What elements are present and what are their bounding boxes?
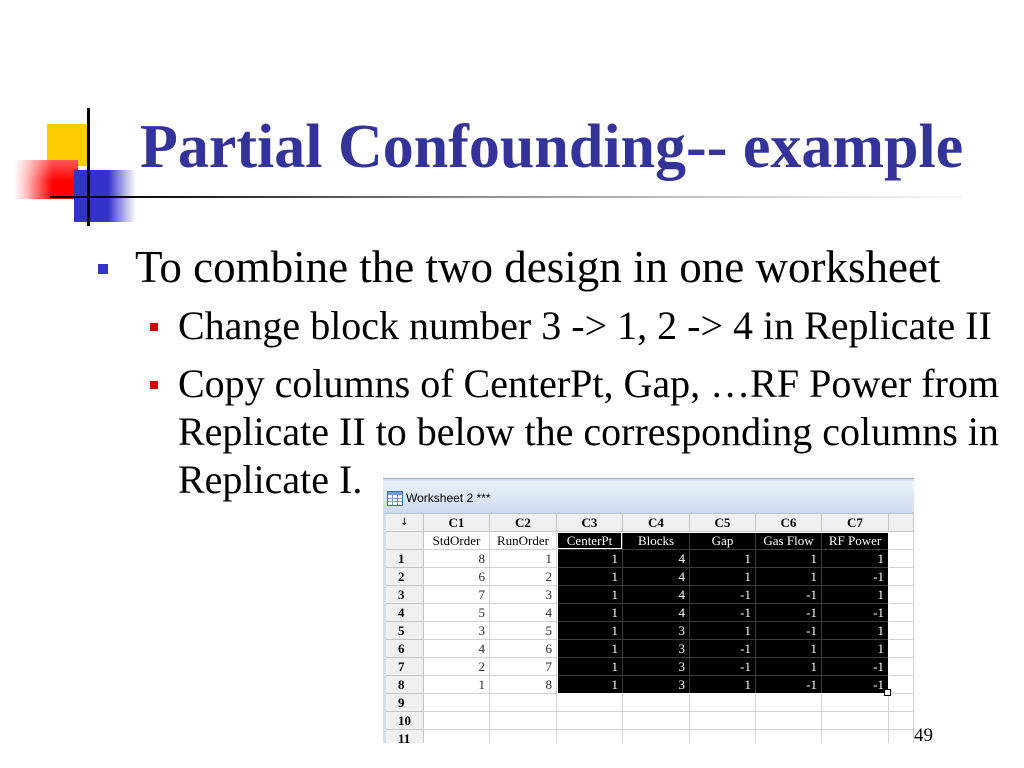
empty-cell — [889, 730, 914, 743]
data-cell: 1 — [424, 676, 490, 694]
empty-cell — [690, 730, 756, 743]
empty-cell — [756, 730, 822, 743]
data-cell: 1 — [756, 568, 822, 586]
data-cell: 1 — [690, 550, 756, 568]
column-header-c7: C7 — [822, 514, 889, 532]
row-header: 6 — [386, 640, 424, 658]
column-name-cell: RF Power — [822, 532, 889, 550]
empty-cell — [889, 676, 914, 694]
data-cell: -1 — [822, 568, 889, 586]
data-cell: 3 — [424, 622, 490, 640]
empty-cell — [889, 604, 914, 622]
data-cell: 2 — [490, 568, 557, 586]
worksheet-title-bar — [383, 481, 914, 514]
column-name-cell: Blocks — [623, 532, 690, 550]
row-header: 10 — [386, 712, 424, 730]
empty-cell — [424, 730, 490, 743]
empty-cell — [490, 712, 557, 730]
data-cell: -1 — [690, 604, 756, 622]
data-cell: 1 — [822, 640, 889, 658]
data-cell: 1 — [490, 550, 557, 568]
data-cell: -1 — [690, 640, 756, 658]
data-cell: -1 — [756, 586, 822, 604]
data-cell: 1 — [557, 622, 623, 640]
sub-bullet-square-icon — [150, 323, 158, 331]
sub-bullet-square-icon — [150, 381, 158, 389]
sub-bullet-text: Change block number 3 -> 1, 2 -> 4 in Replicate II — [178, 303, 992, 348]
names-row-header — [386, 532, 424, 550]
data-cell: -1 — [756, 604, 822, 622]
column-header-c3: C3 — [557, 514, 623, 532]
empty-cell — [889, 586, 914, 604]
data-cell: 3 — [623, 640, 690, 658]
row-header: 4 — [386, 604, 424, 622]
page-number: 49 — [914, 725, 933, 746]
column-name-cell: RunOrder — [490, 532, 557, 550]
data-cell: 1 — [557, 640, 623, 658]
vertical-rule-decoration — [87, 108, 90, 226]
empty-cell — [424, 712, 490, 730]
data-cell: -1 — [690, 658, 756, 676]
column-name-cell: Gas Flow — [756, 532, 822, 550]
column-header-c4: C4 — [623, 514, 690, 532]
row-header: 3 — [386, 586, 424, 604]
worksheet-grid-icon — [387, 491, 403, 506]
data-cell: 1 — [822, 550, 889, 568]
row-header: 11 — [386, 730, 424, 743]
data-cell: 3 — [623, 622, 690, 640]
empty-cell — [889, 568, 914, 586]
data-cell: 1 — [690, 676, 756, 694]
column-header-c1: C1 — [424, 514, 490, 532]
entry-direction-down-arrow-icon: ↓ — [386, 514, 424, 532]
row-header: 1 — [386, 550, 424, 568]
data-cell: 1 — [756, 640, 822, 658]
data-cell: 7 — [424, 586, 490, 604]
data-cell: 3 — [623, 676, 690, 694]
data-cell: 3 — [490, 586, 557, 604]
empty-cell — [690, 694, 756, 712]
data-cell: -1 — [822, 604, 889, 622]
column-name-cell: StdOrder — [424, 532, 490, 550]
empty-cell — [424, 694, 490, 712]
data-cell: -1 — [822, 658, 889, 676]
data-cell: 4 — [623, 550, 690, 568]
empty-cell — [756, 712, 822, 730]
empty-cell — [889, 640, 914, 658]
empty-cell — [756, 694, 822, 712]
data-cell: 7 — [490, 658, 557, 676]
row-header: 5 — [386, 622, 424, 640]
column-header-empty — [889, 514, 914, 532]
data-cell: 5 — [424, 604, 490, 622]
data-cell: 4 — [623, 586, 690, 604]
column-header-c6: C6 — [756, 514, 822, 532]
data-cell: 1 — [756, 658, 822, 676]
title-underline — [50, 196, 962, 198]
data-cell: 4 — [424, 640, 490, 658]
red-block-decoration — [14, 160, 78, 199]
data-cell: 1 — [557, 550, 623, 568]
empty-cell — [557, 730, 623, 743]
empty-cell — [557, 712, 623, 730]
data-cell: 8 — [490, 676, 557, 694]
data-cell: 4 — [490, 604, 557, 622]
data-cell: -1 — [822, 676, 889, 694]
empty-cell — [889, 550, 914, 568]
worksheet-grid — [386, 514, 914, 743]
data-cell: 1 — [690, 568, 756, 586]
data-cell: 6 — [424, 568, 490, 586]
slide-title: Partial Confounding-- example — [140, 113, 964, 181]
worksheet-title: Worksheet 2 *** — [406, 491, 491, 505]
data-cell: 4 — [623, 604, 690, 622]
data-cell: 1 — [690, 622, 756, 640]
worksheet-window — [383, 478, 914, 743]
data-cell: 6 — [490, 640, 557, 658]
row-header: 9 — [386, 694, 424, 712]
data-cell: 2 — [424, 658, 490, 676]
row-header: 7 — [386, 658, 424, 676]
empty-cell — [889, 658, 914, 676]
row-header: 2 — [386, 568, 424, 586]
data-cell: 5 — [490, 622, 557, 640]
column-name-cell: Gap — [690, 532, 756, 550]
empty-cell — [490, 694, 557, 712]
data-cell: 8 — [424, 550, 490, 568]
empty-cell — [889, 694, 914, 712]
column-name-cell: CenterPt — [557, 532, 623, 550]
sub-bullet-text: Copy columns of CenterPt, Gap, …RF Power from Replicate II to below the corresponding columns in Replicate I. — [178, 361, 1000, 502]
empty-cell — [690, 712, 756, 730]
empty-cell — [623, 712, 690, 730]
data-cell: 1 — [557, 676, 623, 694]
data-cell: 4 — [623, 568, 690, 586]
empty-cell — [822, 712, 889, 730]
data-cell: 1 — [557, 586, 623, 604]
data-cell: -1 — [690, 586, 756, 604]
row-header: 8 — [386, 676, 424, 694]
data-cell: 1 — [557, 658, 623, 676]
empty-cell — [623, 694, 690, 712]
empty-cell — [889, 532, 914, 550]
data-cell: -1 — [756, 676, 822, 694]
data-cell: 3 — [623, 658, 690, 676]
data-cell: 1 — [822, 586, 889, 604]
empty-cell — [822, 694, 889, 712]
bullet-text: To combine the two design in one worksheet — [135, 242, 941, 292]
empty-cell — [557, 694, 623, 712]
data-cell: -1 — [756, 622, 822, 640]
empty-cell — [889, 622, 914, 640]
empty-cell — [490, 730, 557, 743]
column-header-c2: C2 — [490, 514, 557, 532]
empty-cell — [623, 730, 690, 743]
empty-cell — [822, 730, 889, 743]
bullet-square-icon — [98, 264, 108, 274]
data-cell: 1 — [822, 622, 889, 640]
data-cell: 1 — [557, 568, 623, 586]
data-cell: 1 — [557, 604, 623, 622]
empty-cell — [889, 712, 914, 730]
column-header-c5: C5 — [690, 514, 756, 532]
data-cell: 1 — [756, 550, 822, 568]
